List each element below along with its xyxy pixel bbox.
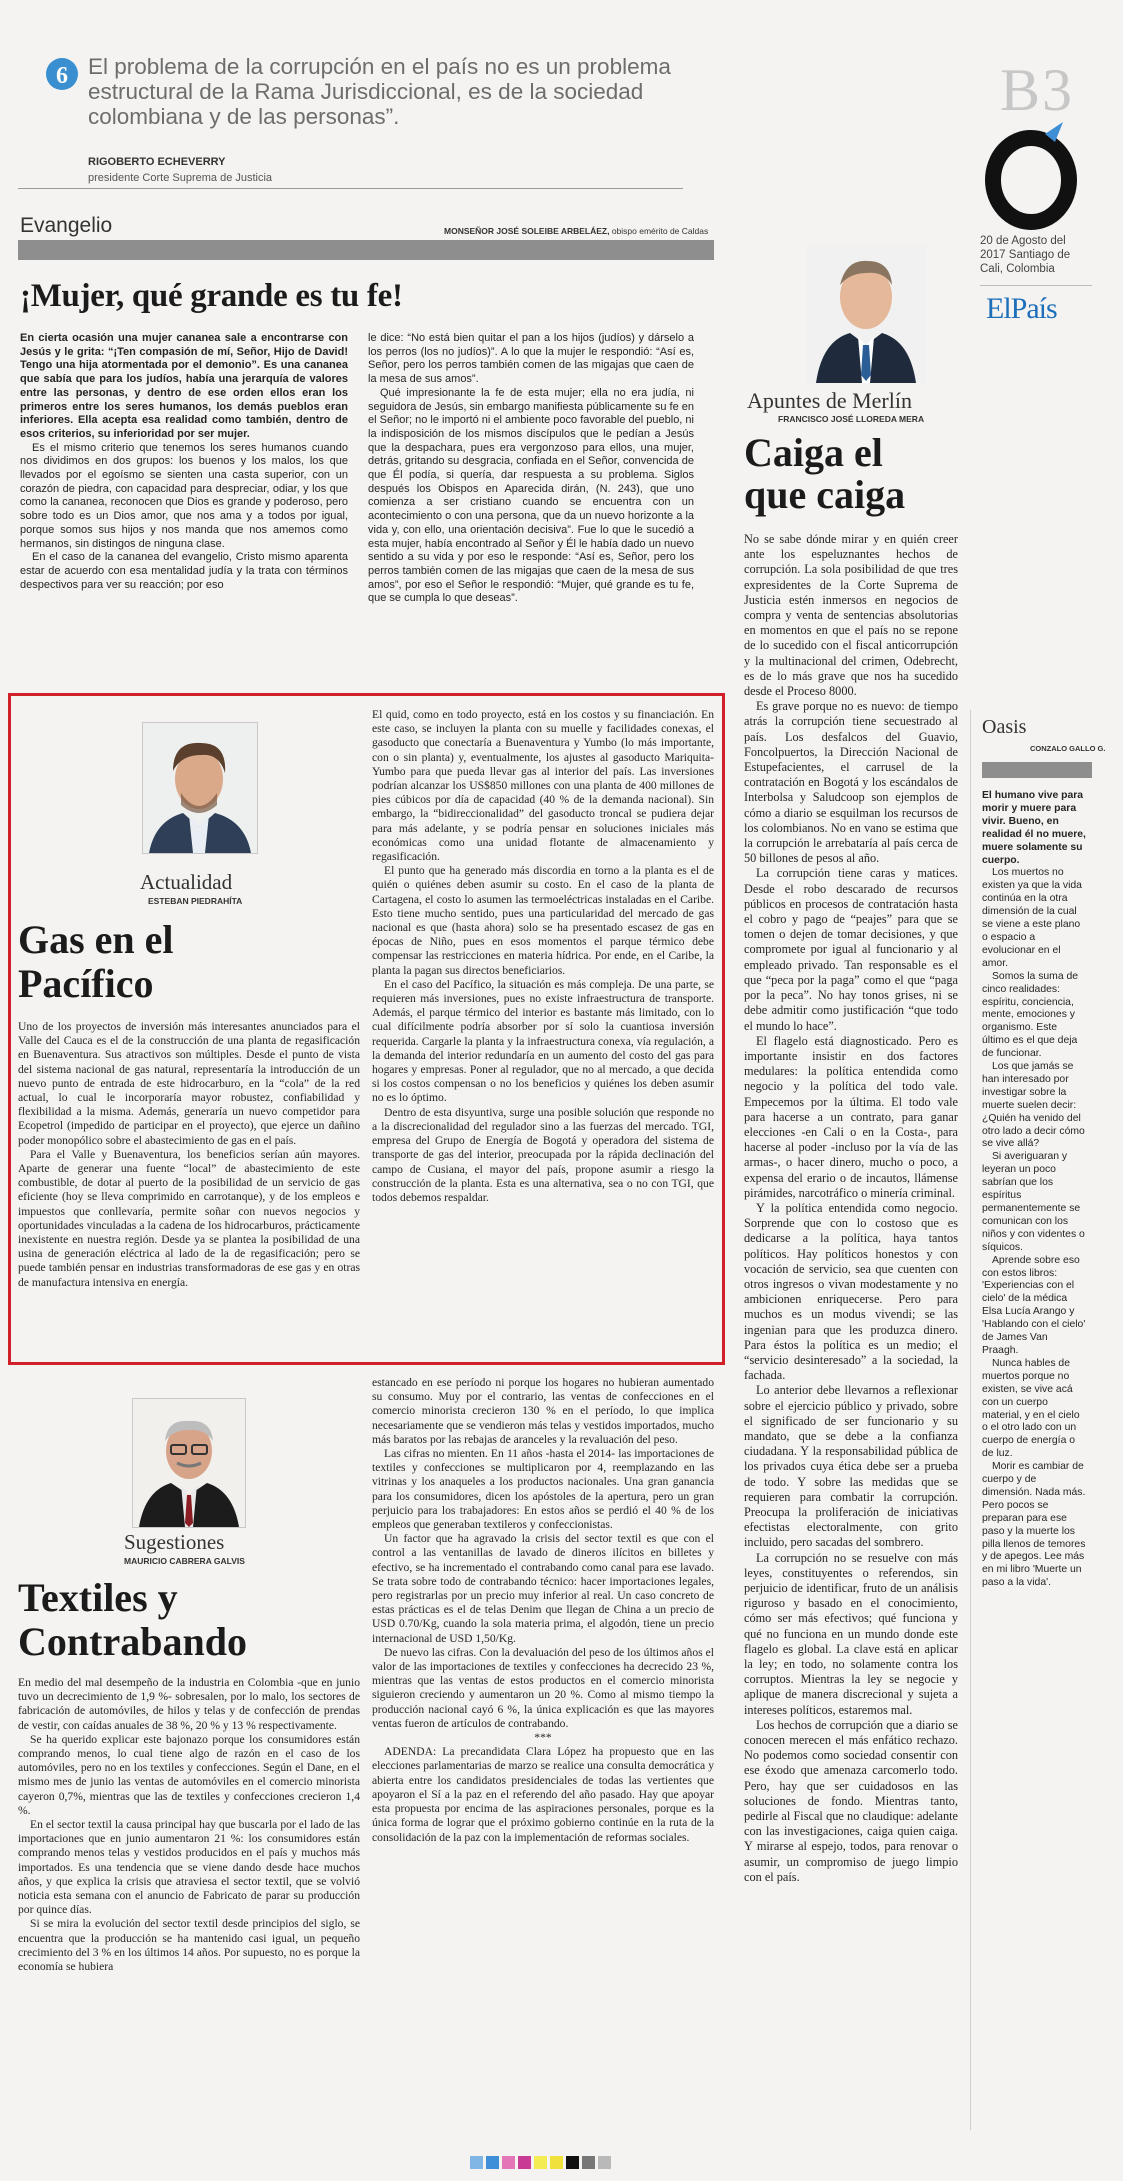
quote-icon (46, 58, 78, 90)
brand-o-icon (985, 120, 1080, 230)
color-swatch (598, 2156, 611, 2169)
byline: ESTEBAN PIEDRAHÍTA (148, 896, 243, 906)
paragraph: Es grave porque no es nuevo: de tiempo atrás la corrupción tiene secuestrado al país. Los desfalcos del Guavio, Foncolpuertos, la Dirección Nacional de Estupefacientes, el carrusel de la contratación en Bogotá y los escándalos de Interbolsa y Saludcoop son ejemplos de cómo a diario se esquilman los recursos de los colombianos. No en vano se estima que la corrupción le arrebataría al país cerca de 50 billones de pesos al año. (744, 699, 958, 866)
color-swatch (502, 2156, 515, 2169)
paragraph: estancado en ese período ni porque los hogares no hubieran aumentado su consumo. Muy por el contrario, las ventas de confecciones en el comercio minorista crecieron 130 % en el período, lo que implica necesariamente que se vendieron más telas y vestidos importados, mucho más baratos por las rebajas de aranceles y la revaluación del peso. (372, 1376, 714, 1446)
color-swatch (582, 2156, 595, 2169)
paragraph: Aprende sobre eso con estos libros: 'Experiencias con el cielo' de la médica Elsa Lucía Arango y 'Hablando con el cielo' de James Van Praagh. (982, 1254, 1086, 1356)
quote-author-role: presidente Corte Suprema de Justicia (88, 172, 273, 184)
columnist-photo (132, 1398, 246, 1528)
paragraph: El punto que ha generado más discordia en torno a la planta es el de quién o quiénes deben asumir su costo. En el caso de la planta de Cartagena, el costo lo asumen las termoeléctricas instaladas en el Caribe. Esto tiene mucho sentido, pues una particularidad del mercado de gas nacional es que (hasta ahora) solo se ha presentado escasez de gas en épocas de Niño, pues en esos momentos el parque térmico debe compensar las restricciones en materia hídrica. Por ende, en el Caribe, la planta la pagan sus directos beneficiarios. (372, 864, 714, 977)
gas-col-2 (372, 708, 714, 1205)
columnist-photo (142, 722, 258, 854)
paragraph: La corrupción tiene caras y matices. Desde el robo descarado de recursos públicos en procesos de contratación hasta el cobro y pago de “peajes” para que se tomen o dejen de tomar decisiones, y que compromete por igual al funcionario y al empleado privado. Tan responsable es el que “peca por la paga” como el que “paga por la peca”. No hay tonos grises, ni se debe admitir como justificación “que todo el mundo lo hace”. (744, 866, 958, 1033)
evangelio-col-2 (368, 332, 694, 606)
gas-col-1 (18, 1020, 360, 1290)
paragraph: Lo anterior debe llevarnos a reflexionar sobre el ejercicio público y privado, sobre el significado de ser funcionario y su mandato, que se debe a la confianza ciudadana. Y la responsabilidad pública de los privados cuya ética debe ser a prueba de todo. Y sobre las medidas que se requieren para combatir la corrupción. Preocupa la proliferación de iniciativas efectistas electoralmente, con grito incluido, pero sacadas del sombrero. (744, 1383, 958, 1550)
byline (444, 226, 708, 236)
paragraph: le dice: “No está bien quitar el pan a los hijos (judíos) y dárselo a los perros (los no judíos)”. A lo que la mujer le respondió: “Así es, Señor, pero los perros también comen de las migajas que caen de la mesa de sus amos”. (368, 332, 694, 386)
paragraph: ADENDA: La precandidata Clara López ha propuesto que en las elecciones parlamentarias de marzo se realice una consulta democrática y abierta entre los candidatos presidenciales de todas las vertientes que apoyaron el Sí a la paz en el referendo del año pasado. Hay que apoyar esta propuesta por encima de las aspiraciones personales, porque es la única forma de lograr que el próximo gobierno continúe en la ruta de la consolidación de la paz con la implementación de reformas sociales. (372, 1745, 714, 1844)
divider (18, 188, 683, 189)
textiles-col-2 (372, 1376, 714, 1845)
columnist-photo (806, 245, 926, 383)
evangelio-col-1 (20, 332, 348, 592)
byline: FRANCISCO JOSÉ LLOREDA MERA (778, 414, 925, 424)
section-label: Apuntes de Merlín (747, 388, 912, 413)
lead-paragraph: El humano vive para morir y muere para vivir. Bueno, en realidad él no muere, muere solamente su cuerpo. (982, 790, 1086, 866)
paragraph: El quid, como en todo proyecto, está en los costos y su financiación. En este caso, se incluyen la planta con su muelle y facilidades conexas, el gasoducto que conectaría a Buenaventura y Yumbo (lo más importante, con o sin planta) y, eventualmente, los ajustes al gasoducto Mariquita-Yumbo para que pueda llevar gas al interior del país. Las inversiones podrían alcanzar los US$850 millones con una planta de 400 millones de pies cúbicos por día de capacidad (40 % de la demanda nacional). Sin embargo, la “bidireccionalidad” del gasoducto troncal se pudiera dejar para más adelante, y se podría pensar en soluciones iniciales más económicas como una unidad flotante de almacenamiento y regasificación. (372, 708, 714, 864)
paragraph: Si se mira la evolución del sector textil desde principios del siglo, se encuentra que la producción se ha mantenido casi igual, un pequeño crecimiento del 3 % en los últimos 14 años. Por supuesto, no es porque la economía se hubiera (18, 1917, 360, 1974)
paragraph: Es el mismo criterio que tenemos los seres humanos cuando nos dividimos en dos grupos: los buenos y los malos, los que llevados por el egoísmo se sienten una casta superior, con un corazón de piedra, con capacidad para despreciar, odiar, y los que como la cananea, reconocen que Dios es grande y poderoso, pero sobre todo es un Dios amor, que nos ama y a todos por igual, porque somos sus hijos y nos manda que nos amemos como hermanos, sin distingos de ninguna clase. (20, 441, 348, 550)
svg-text:6: 6 (56, 63, 68, 89)
paragraph: La corrupción no se resuelve con más leyes, constituyentes o referendos, sin perjuicio de identificar, fruto de un análisis riguroso y basado en el conocimiento, cómo ser más efectivos; qué funciona y qué no funciona en un mundo donde este flagelo es global. La clave está en aplicar la ley; en todo, no solamente contra los corruptos. Mientras la ley se negocie y aplique de manera discrecional y sujeta a intereses políticos, estaremos mal. (744, 1550, 958, 1717)
headline-line: Textiles y (18, 1575, 178, 1620)
paragraph: En el caso de la cananea del evangelio, Cristo mismo aparenta estar de acuerdo con esa mentalidad judía y la trata con términos despectivos para ver su reacción; por eso (20, 551, 348, 591)
color-swatch (534, 2156, 547, 2169)
paragraph: Nunca hables de muertos porque no existen, se vive acá con un cuerpo material, y en el cielo o el otro lado con un cuerpo de energía o de luz. (982, 1357, 1080, 1460)
section-band (982, 762, 1092, 778)
section-band (18, 240, 714, 260)
paragraph: No se sabe dónde mirar y en quién creer ante los espeluznantes hechos de corrupción. La sola posibilidad de que tres expresidentes de la Corte Suprema de Justicia estén inmersos en negocios de compra y venta de sentencias absolutorias en momentos en que el país no se repone de lo sucedido con el fiscal anticorrupción y la multinacional del crimen, Odebrecht, es de lo más grave que nos ha sucedido desde el Proceso 8000. (744, 532, 958, 699)
byline-name: MONSEÑOR JOSÉ SOLEIBE ARBELÁEZ, (444, 226, 610, 236)
headline-line: Pacífico (18, 961, 154, 1006)
merlin-body (744, 532, 958, 1885)
pull-quote: El problema de la corrupción en el país no es un problema estructural de la Rama Jurisdiccional, es de la sociedad colombiana y de las personas”. (88, 54, 671, 129)
separator: *** (534, 1731, 552, 1745)
lead-paragraph: En cierta ocasión una mujer cananea sale a encontrarse con Jesús y le grita: “¡Ten compasión de mí, Señor, Hijo de David! Tengo una hija atormentada por el demonio”. Es una cananea que sabía que para los judíos, había una jerarquía de valores entre las personas, y dentro de ese orden ellos eran los primeros entre los seres humanos, los demás pueblos eran inferiores. Ella acepta esa realidad como también, dentro de esos criterios, su inferioridad por ser mujer. (20, 332, 348, 440)
paragraph: Dentro de esta disyuntiva, surge una posible solución que responde no a la discrecionalidad del regulador sino a las fuerzas del mercado. TGI, empresa del Grupo de Energía de Bogotá y operadora del sistema de transporte de gas del interior, preocupada por la rápida declinación del campo de Cusiana, el mayor del país, propone asumir a riesgo la construcción de la planta. Esta es una alternativa, sea o no con TGI, que todos debemos respaldar. (372, 1105, 714, 1204)
headline-line: Contrabando (18, 1619, 247, 1664)
paragraph: Morir es cambiar de cuerpo y de dimensión. Nada más. Pero pocos se preparan para ese paso y la muerte los pilla llenos de temores y de apegos. Lee más en mi libro 'Muerte un paso a la vida'. (982, 1461, 1086, 1589)
divider (980, 285, 1092, 286)
paragraph: El flagelo está diagnosticado. Pero es importante insistir en dos factores medulares: la política entendida como negocio y la política del todo vale. Empecemos por la última. El todo vale para hacerse a un contrato, para ganar elecciones -en Cali o en la Costa-, para hacerse al poder -incluso por la vía de las armas-, o hacer dinero, mucho o poco, a expensa del erario o de incautos, llámense pirámides, narcotráfico o minería criminal. (744, 1033, 958, 1200)
paragraph: Si averiguaran y leyeran un poco sabrían que los espíritus permanentemente se comunican con los niños y con videntes o síquicos. (982, 1151, 1085, 1253)
section-label: Oasis (982, 716, 1027, 738)
color-swatch (566, 2156, 579, 2169)
color-swatch (486, 2156, 499, 2169)
color-swatch (550, 2156, 563, 2169)
paragraph: En el caso del Pacífico, la situación es más compleja. De una parte, se requieren más inversiones, pues no existe infraestructura de transporte. Además, el parque térmico del interior es bastante más limitado, con lo cual difícilmente podría absorber por sí solo la cuantiosa inversión requerida. Cargarle la planta y la infraestructura conexa, vía regulación, a la demanda del interior redundaría en un aumento del costo del gas para hogares y empresas. Poner al regulador, que no al mercado, a que decida si los costos compensan o no los beneficios y quiénes los deben asumir no es lo óptimo. (372, 977, 714, 1105)
byline: MAURICIO CABRERA GALVIS (124, 1556, 245, 1566)
oasis-body (982, 790, 1086, 1590)
paragraph: Somos la suma de cinco realidades: espíritu, conciencia, mente, emociones y organismo. Este último es el que deja de funcionar. (982, 970, 1079, 1060)
paragraph: Se ha querido explicar este bajonazo porque los consumidores están comprando menos, lo cual tiene algo de razón en el caso de los automóviles, pero no en los textiles y confecciones. Según el Dane, en el mismo mes de junio las ventas de automóviles en el comercio minorista cayeron 0,7%, mientras que las de textiles y confecciones crecieron 1,4 %. (18, 1732, 360, 1817)
paragraph: Para el Valle y Buenaventura, los beneficios serían aún mayores. Aparte de generar una fuente “local” de abastecimiento de este combustible, de dotar al puerto de la posibilidad de un servicio de gas eficiente (hoy se lleva comprimido en carrotanque), y de los empleos e impuestos que conllevaría, permite soñar con nuevos negocios y oportunidades vinculadas a la cadena de los hidrocarburos, prácticamente inexistente en nuestra región. Desde ya se plantea la posibilidad de una usina de generación eléctrica al lado de la de regasificación; pero se puede también pensar en industrias transformadoras de ese gas y en otras de manufactura intensiva en energía. (18, 1147, 360, 1289)
section-label: Sugestiones (124, 1530, 225, 1554)
paragraph: Los muertos no existen ya que la vida continúa en la otra dimensión de la cual se viene a este plano o espacio a evolucionar en el amor. (982, 867, 1082, 969)
column-divider (970, 710, 971, 2130)
paragraph: En el sector textil la causa principal hay que buscarla por el lado de las importaciones que en junio aumentaron 21 %: los consumidores están comprando menos telas y vestidos producidos en el país y muchos más importados. Es una tendencia que se viene dando desde hace muchos años, y que explica la crisis que atraviesa el sector textil, que se volvió noticia esta semana con el anuncio de Fabricato de parar su producción por quince días. (18, 1818, 360, 1917)
edition-date: 20 de Agosto del 2017 Santiago de Cali, Colombia (980, 235, 1071, 275)
paragraph: Las cifras no mienten. En 11 años -hasta el 2014- las importaciones de textiles y confecciones se multiplicaron por 4, reemplazando en las vitrinas y los anaqueles a los productos nacionales. Una gran ganancia para los consumidores, dicen los apóstoles de la apertura, pero un gran perjuicio para los trabajadores: En estos años se perdió el 40 % de los empleos que generaban textileros y confeccionistas. (372, 1447, 714, 1532)
headline (18, 918, 174, 1006)
paragraph: En medio del mal desempeño de la industria en Colombia -que en junio tuvo un decrecimiento de 1,9 %- sobresalen, por lo malo, los sectores de fabricación de automóviles, de hilos y telas y de confección de prendas de vestir, con caídas anuales de 38 %, 20 % y 13 % respectivamente. (18, 1676, 360, 1732)
byline: CONZALO GALLO G. (1030, 744, 1106, 753)
paragraph: De nuevo las cifras. Con la devaluación del peso de los últimos años el valor de las importaciones de textiles y confecciones ha decrecido 23 %, mientras que las ventas de estos productos en el comercio minorista siguieron creciendo y aumentaron un 20 %. Como al mismo tiempo la producción nacional cayó 6 %, la única explicación es que las mayores ventas fueron de artículos de contrabando. (372, 1645, 714, 1730)
color-swatch (518, 2156, 531, 2169)
paragraph: Los hechos de corrupción que a diario se conocen merecen el más enfático rechazo. No podemos como sociedad consentir con ese éxodo que amenaza carcomerlo todo. Pero, hay que ser cuidadosos en las soluciones de fondo. Mientras tanto, pedirle al Fiscal que no claudique: adelante con las investigaciones, caiga quien caiga. Y mirarse al espejo, todos, para renovar o asumir, un compromiso de juego limpio con el país. (744, 1717, 958, 1884)
paragraph: Los que jamás se han interesado por investigar sobre la muerte suelen decir: ¿Quién ha venido del otro lado a decir cómo se vive allá? (982, 1061, 1085, 1150)
color-swatch (470, 2156, 483, 2169)
quote-author: RIGOBERTO ECHEVERRY (88, 156, 226, 168)
headline-line: Gas en el (18, 917, 174, 962)
headline: Caiga el que caiga (744, 430, 906, 517)
section-label: Evangelio (20, 214, 113, 237)
brand-logo: ElPaís (986, 292, 1057, 325)
page-number: B3 (1000, 57, 1075, 123)
section-label: Actualidad (140, 870, 233, 894)
byline-role: obispo emérito de Caldas (609, 226, 709, 236)
paragraph: Qué impresionante la fe de esta mujer; ella no era judía, ni seguidora de Jesús, sin embargo manifiesta públicamente su fe en el Señor; no le importó ni el ambiente poco favorable del pueblo, ni la indisposición de los mismos discípulos que le pedían a Jesús que la despachara, pues era vergonzoso para ellos, una mujer, detrás, gritando su desgracia, confiada en el Señor, convencida de que Él podía, si quería, dar respuesta a su problema. Siglos después los Obispos en Aparecida dirán, (N. 243), que uno comienza a ser cristiano cuando se encuentra con un acontecimiento o con una persona, que da un nuevo horizonte a la vida y, con ello, una orientación decisiva”. Fue lo que le sucedió a esta mujer, había encontrado al Señor y Él le había dado un nuevo sentido a su vida y por eso le responde: “Así es, Señor, pero los perros también comen de las migajas que caen de la mesa de sus amos”, por eso el Señor le respondió: “Mujer, qué grande es tu fe, que se cumpla lo que deseas”. (368, 386, 694, 605)
paragraph: Y la política entendida como negocio. Sorprende que con lo costoso que es dedicarse a la política, haya tantos políticos. Hay políticos honestos y con vocación de servicio, sea que cuenten con otros ingresos o vivan modestamente y no ambicionen enriquecerse. Pero para muchos es un modus vivendi; se las ingenian para que les produzca dinero. Para éstos la política es un medio; el “servicio desinteresado” a la sociedad, la fachada. (744, 1200, 958, 1383)
paragraph: Un factor que ha agravado la crisis del sector textil es que con el control a las ventanillas de lavado de dineros ilícitos en billetes y efectivo, se ha incrementado el contrabando como canal para ese lavado. Se trata sobre todo de contrabando técnico: hacer importaciones legales, pero registrarlas por un precio muy inferior al real. Un caso concreto de estas prácticas es el de telas Denim que llegan de China a un precio de USD 0.70/Kg, cuando la sola materia prima, el algodón, tiene un precio internacional de USD 1,50/Kg. (372, 1532, 714, 1645)
textiles-col-1 (18, 1676, 360, 1974)
headline (18, 1576, 247, 1664)
paragraph: Uno de los proyectos de inversión más interesantes anunciados para el Valle del Cauca es el de la construcción de una planta de regasificación en Buenaventura. Sus atractivos son múltiples. Desde el punto de vista del sistema nacional de gas natural, representaría la introducción de un nuevo punto de entrada de este hidrocarburo, en la “cola” de la red actual, lo cual le incorporaría mayor robustez, confiabilidad y flexibilidad a la misma. Además, generaría un nuevo competidor para Ecopetrol (impedido de participar en el proyecto), que ejerce un dañino poder monopólico sobre el abastecimiento de gas en el país. (18, 1020, 360, 1147)
headline: ¡Mujer, qué grande es tu fe! (20, 278, 403, 314)
